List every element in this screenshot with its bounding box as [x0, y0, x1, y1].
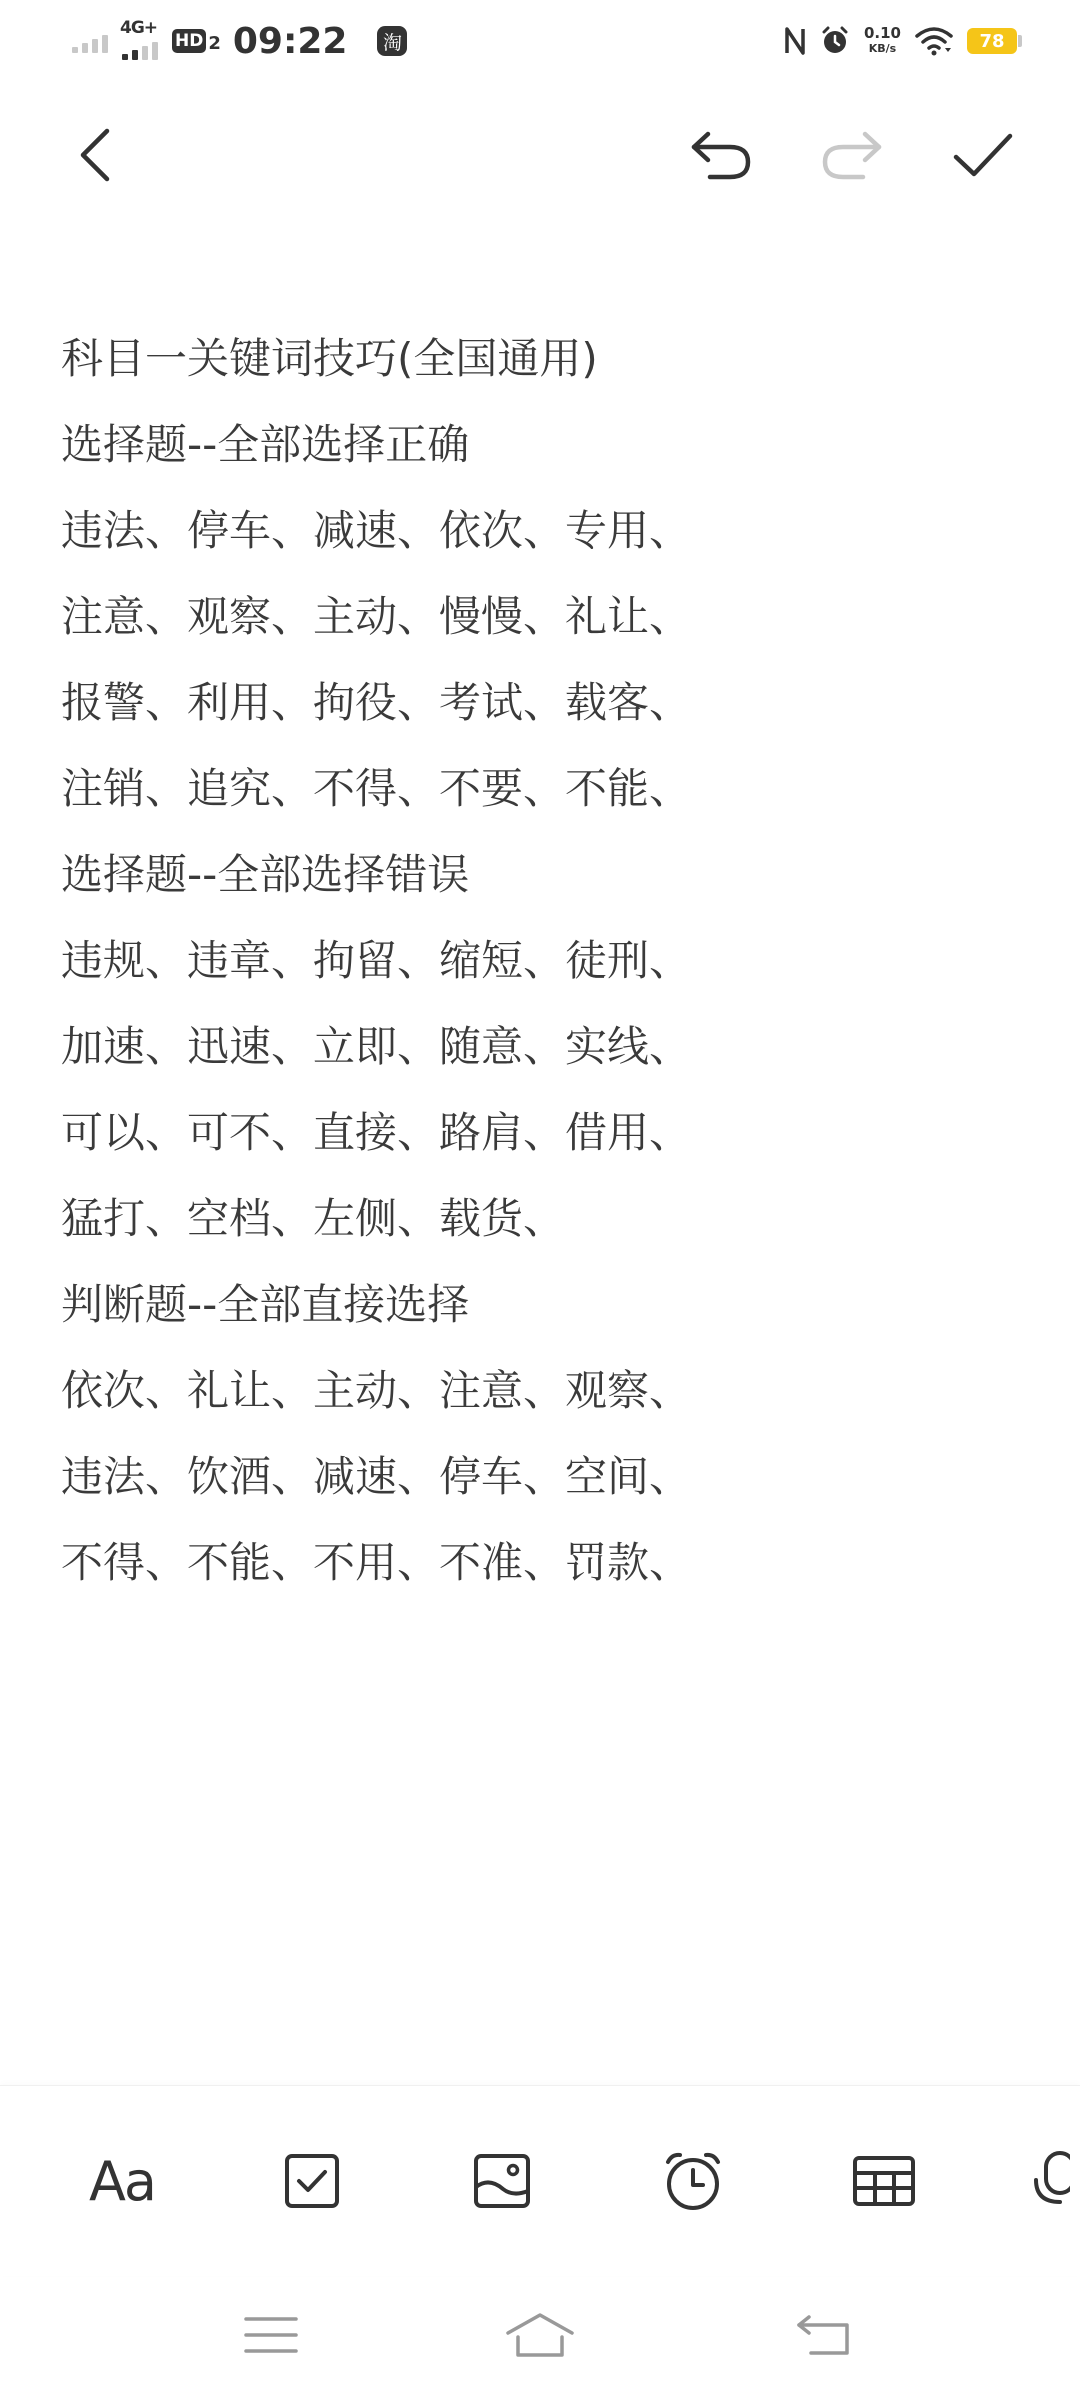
status-bar	[0, 0, 1080, 82]
text-style-icon: Aa	[88, 2149, 156, 2213]
note-line: 加速、迅速、立即、随意、实线、	[61, 1022, 692, 1071]
reminder-button[interactable]	[648, 2136, 738, 2226]
back-icon	[795, 2313, 851, 2357]
status-right	[784, 26, 1022, 56]
back-button[interactable]	[50, 110, 140, 200]
table-icon	[852, 2155, 916, 2207]
note-section-heading: 选择题--全部选择错误	[61, 850, 470, 899]
alarm-clock-icon	[662, 2150, 724, 2212]
network-type-label: 4G+	[120, 18, 158, 38]
redo-button[interactable]	[807, 110, 897, 200]
redo-icon	[819, 128, 885, 182]
note-line: 违规、违章、拘留、缩短、徒刑、	[61, 936, 692, 985]
note-section-heading: 判断题--全部直接选择	[61, 1280, 470, 1329]
status-left	[72, 20, 407, 62]
insert-image-button[interactable]	[457, 2136, 547, 2226]
note-line: 可以、可不、直接、路肩、借用、	[61, 1108, 692, 1157]
note-line: 注销、追究、不得、不要、不能、	[61, 764, 692, 813]
nfc-icon	[784, 26, 806, 56]
note-section-heading: 选择题--全部选择正确	[61, 420, 470, 469]
note-line: 依次、礼让、主动、注意、观察、	[61, 1366, 692, 1415]
check-icon	[952, 131, 1014, 179]
status-time: 09:22	[232, 20, 348, 62]
battery-level: 78	[967, 28, 1017, 54]
nav-menu-button[interactable]	[226, 2290, 316, 2380]
battery-icon	[967, 28, 1022, 54]
signal-sim2-icon	[120, 20, 160, 62]
undo-icon	[688, 128, 754, 182]
checklist-button[interactable]	[267, 2136, 357, 2226]
note-title: 科目一关键词技巧(全国通用)	[61, 334, 598, 383]
nav-home-button[interactable]	[495, 2290, 585, 2380]
note-line: 违法、饮酒、减速、停车、空间、	[61, 1452, 692, 1501]
note-line: 违法、停车、减速、依次、专用、	[61, 506, 692, 555]
note-line: 注意、观察、主动、慢慢、礼让、	[61, 592, 692, 641]
system-nav-bar	[0, 2290, 1080, 2380]
hd-voice-icon: HD 2	[172, 29, 221, 53]
chevron-left-icon	[75, 127, 115, 183]
nav-back-button[interactable]	[778, 2290, 868, 2380]
insert-table-button[interactable]	[839, 2136, 929, 2226]
taobao-notification-icon: 淘	[377, 26, 407, 56]
note-line: 猛打、空档、左侧、载货、	[61, 1194, 566, 1243]
home-icon	[504, 2311, 576, 2359]
microphone-icon	[1030, 2150, 1070, 2212]
signal-sim1-icon	[72, 29, 108, 53]
editor-toolbar	[0, 110, 1080, 200]
alarm-icon	[820, 26, 850, 56]
note-editor[interactable]	[61, 316, 1040, 1606]
checkbox-icon	[284, 2153, 340, 2209]
note-line: 不得、不能、不用、不准、罚款、	[61, 1538, 692, 1587]
undo-button[interactable]	[676, 110, 766, 200]
network-speed: 0.10 KB/s	[863, 24, 901, 55]
format-toolbar	[0, 2085, 1080, 2276]
note-line: 报警、利用、拘役、考试、载客、	[61, 678, 692, 727]
voice-input-button[interactable]	[1030, 2136, 1080, 2226]
confirm-button[interactable]	[938, 110, 1028, 200]
image-icon	[473, 2153, 531, 2209]
wifi-icon	[915, 26, 953, 56]
text-style-button[interactable]	[77, 2136, 167, 2226]
menu-icon	[244, 2315, 298, 2355]
